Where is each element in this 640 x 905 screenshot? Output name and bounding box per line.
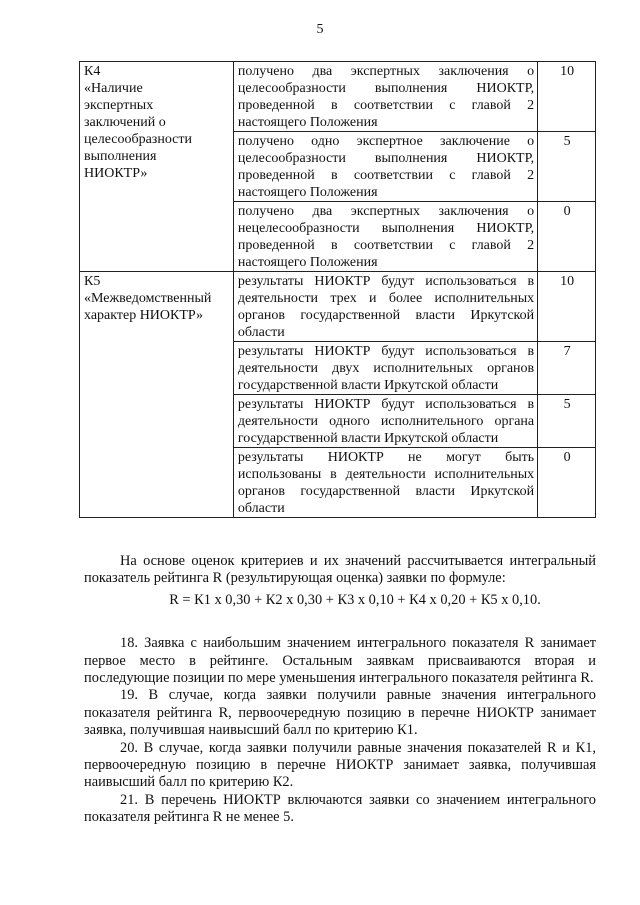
criterion-score: 10 xyxy=(538,272,596,342)
criterion-value-text: результаты НИОКТР не могут быть использованы в деятельности исполнительных органов государственной власти Иркутской области xyxy=(233,448,537,518)
criteria-table xyxy=(79,61,596,518)
paragraph-20: 20. В случае, когда заявки получили равные значения показателей R и К1, первоочередную позицию в перечне НИОКТР занимает заявка, получившая наивысший балл по критерию К2. xyxy=(84,739,596,791)
criterion-score: 7 xyxy=(538,342,596,395)
criterion-score: 0 xyxy=(538,448,596,518)
criterion-score: 5 xyxy=(538,132,596,202)
criterion-value-text: результаты НИОКТР будут использоваться в деятельности трех и более исполнительных органов государственной власти Иркутской области xyxy=(233,272,537,342)
paragraph-19: 19. В случае, когда заявки получили равные значения интегрального показателя рейтинга R, первоочередную позицию в перечне НИОКТР занимает заявка, получившая наивысший балл по критерию К1. xyxy=(84,687,596,739)
body-text xyxy=(84,553,596,827)
criterion-score: 5 xyxy=(538,395,596,448)
table-row xyxy=(80,272,596,342)
criterion-score: 10 xyxy=(538,62,596,132)
criterion-value-text: получено два экспертных заключения о целесообразности выполнения НИОКТР, проведенной в соответствии с главой 2 настоящего Положения xyxy=(233,62,537,132)
criterion-score: 0 xyxy=(538,202,596,272)
rating-formula: R = К1 х 0,30 + К2 х 0,30 + К3 х 0,10 + К4 х 0,20 + К5 х 0,10. xyxy=(169,591,541,608)
page-number: 5 xyxy=(316,22,324,37)
criterion-k4-name: К4 «Наличие экспертных заключений о целесообразности выполнения НИОКТР» xyxy=(80,62,234,272)
paragraph-21: 21. В перечень НИОКТР включаются заявки со значением интегрального показателя рейтинга R не менее 5. xyxy=(84,791,596,826)
criterion-value-text: получено одно экспертное заключение о целесообразности выполнения НИОКТР, проведенной в соответствии с главой 2 настоящего Положения xyxy=(233,132,537,202)
intro-paragraph: На основе оценок критериев и их значений рассчитывается интегральный показатель рейтинга R (результирующая оценка) заявки по формуле: xyxy=(84,553,596,587)
table-row xyxy=(80,62,596,132)
criterion-value-text: результаты НИОКТР будут использоваться в деятельности одного исполнительного органа государственной власти Иркутской области xyxy=(233,395,537,448)
criterion-k5-name: К5 «Межведомственный характер НИОКТР» xyxy=(80,272,234,518)
criterion-value-text: получено два экспертных заключения о нецелесообразности выполнения НИОКТР, проведенной в соответствии с главой 2 настоящего Положения xyxy=(233,202,537,272)
paragraph-18: 18. Заявка с наибольшим значением интегрального показателя R занимает первое место в рейтинге. Остальным заявкам присваиваются вторая и последующие позиции по мере уменьшения интегрального показателя рейтинга R. xyxy=(84,635,596,687)
criterion-value-text: результаты НИОКТР будут использоваться в деятельности двух исполнительных органов государственной власти Иркутской области xyxy=(233,342,537,395)
